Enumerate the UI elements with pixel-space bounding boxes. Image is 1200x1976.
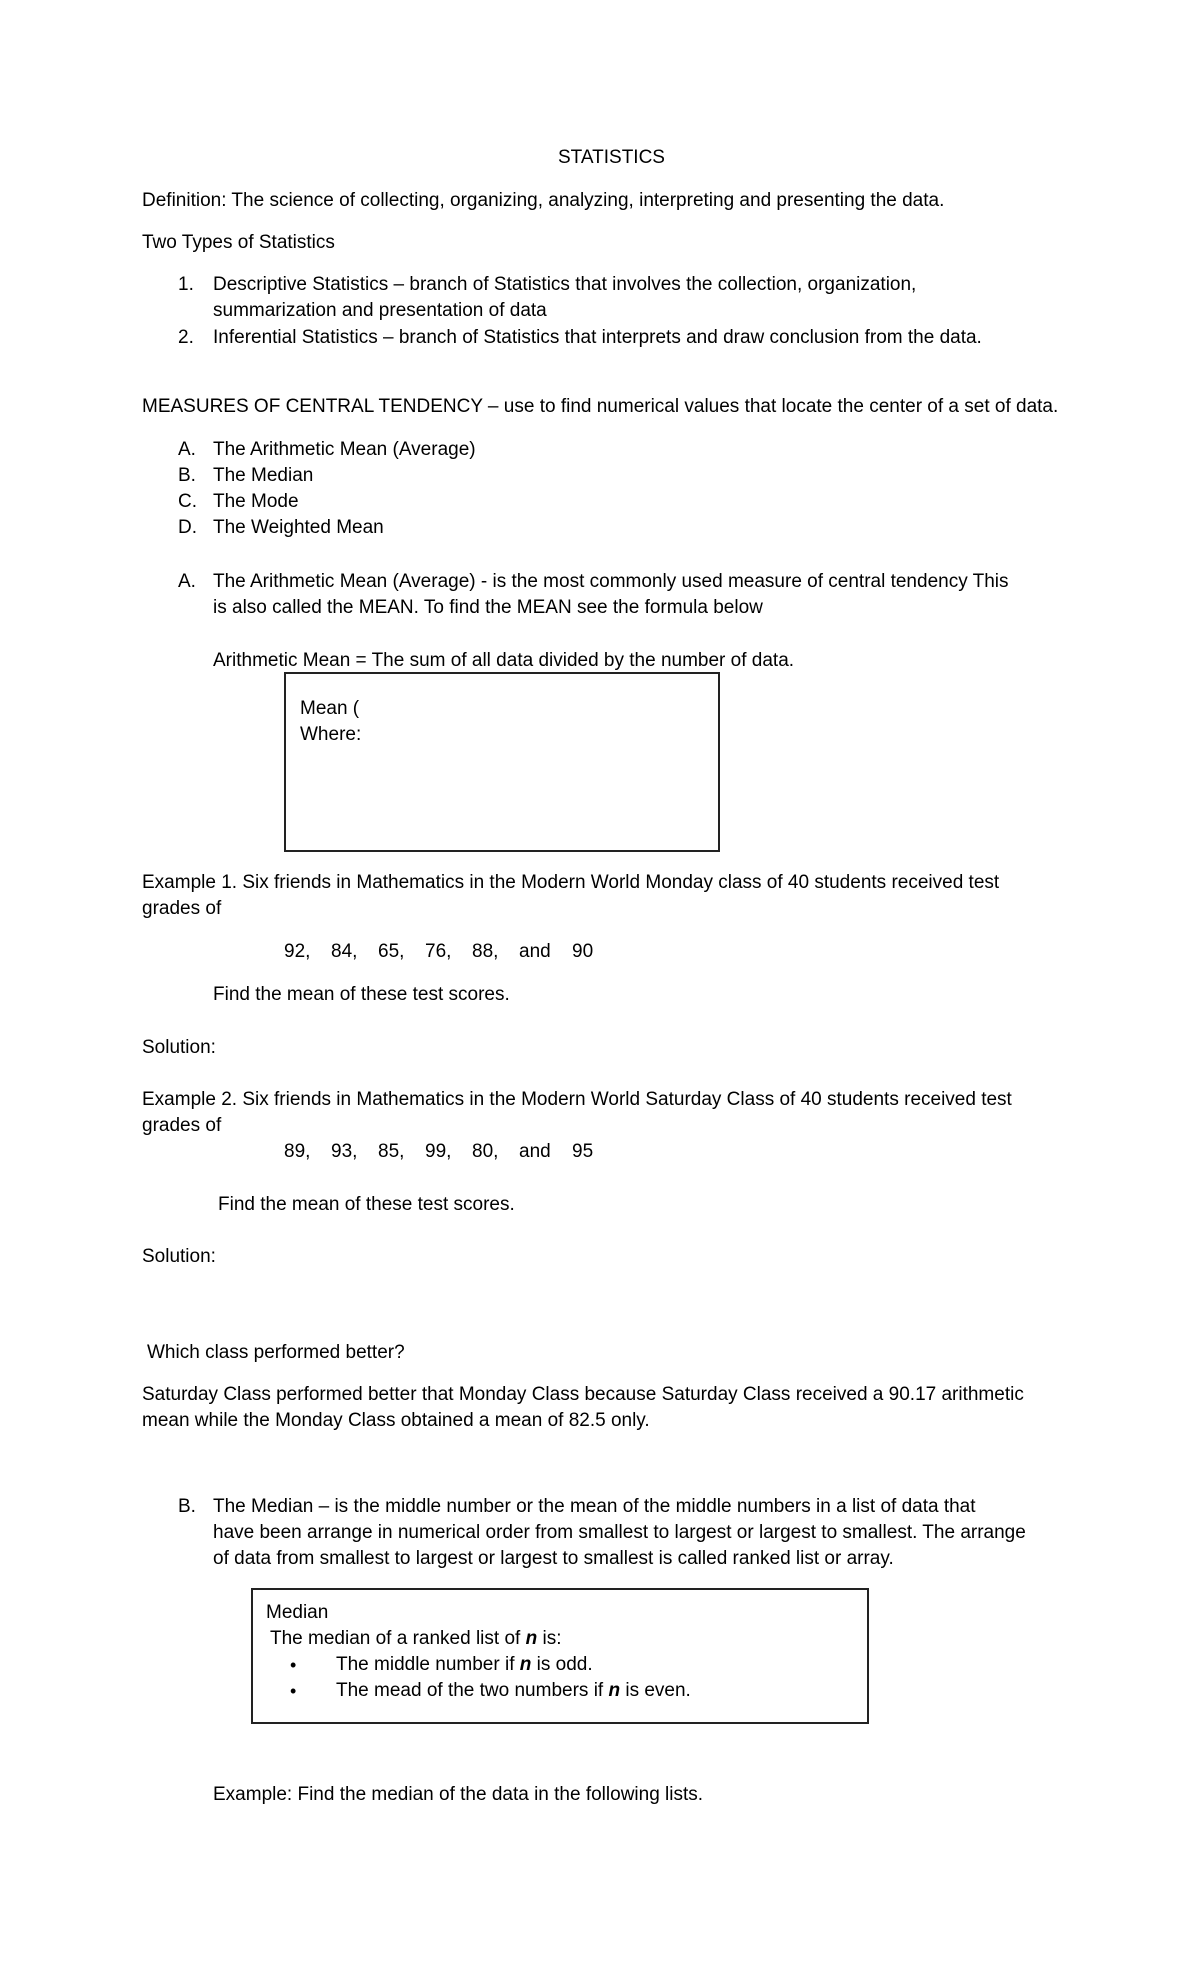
list-marker: A. <box>178 571 196 592</box>
median-rule-even-text: The mead of the two numbers if <box>336 1680 609 1701</box>
list-item-descriptive-cont: summarization and presentation of data <box>213 300 547 321</box>
example2-prompt: Find the mean of these test scores. <box>218 1194 515 1215</box>
example2-solution: Solution: <box>142 1246 216 1267</box>
mean-formula-text: Arithmetic Mean = The sum of all data divided by the number of data. <box>213 650 795 671</box>
median-definition-box <box>251 1588 869 1724</box>
median-rule-odd-text: The middle number if <box>336 1654 520 1675</box>
median-box-title: Median <box>266 1602 329 1623</box>
list-item-descriptive: Descriptive Statistics – branch of Statistics that involves the collection, organization, <box>213 274 917 295</box>
list-item-inferential: Inferential Statistics – branch of Statistics that interprets and draw conclusion from the data. <box>213 327 982 348</box>
mean-description-cont: is also called the MEAN. To find the MEAN see the formula below <box>213 597 763 618</box>
example2-text: Example 2. Six friends in Mathematics in the Modern World Saturday Class of 40 students received test <box>142 1089 1012 1110</box>
score-value: 65, <box>378 941 405 962</box>
score-value: 84, <box>331 941 358 962</box>
score-value: 88, <box>472 941 499 962</box>
variable-n: n <box>519 1654 532 1675</box>
median-box-intro-text: The median of a ranked list of <box>270 1628 526 1649</box>
mct-item-median: The Median <box>213 465 314 486</box>
example1-text-cont: grades of <box>142 898 222 919</box>
score-value: 85, <box>378 1141 405 1162</box>
score-value: 89, <box>284 1141 311 1162</box>
list-marker: A. <box>178 439 196 460</box>
score-and: and <box>519 1141 551 1162</box>
variable-n: n <box>525 1628 538 1649</box>
median-box-intro-end: is: <box>537 1628 562 1649</box>
example1-text: Example 1. Six friends in Mathematics in the Modern World Monday class of 40 students received test <box>142 872 1000 893</box>
median-description-cont2: of data from smallest to largest or largest to smallest is called ranked list or array. <box>213 1548 894 1569</box>
comparison-answer: Saturday Class performed better that Monday Class because Saturday Class received a 90.17 arithmetic <box>142 1384 1024 1405</box>
median-description-cont: have been arrange in numerical order from smallest to largest or largest to smallest. The arrange <box>213 1522 1026 1543</box>
list-marker: 2. <box>178 327 194 348</box>
score-value: 99, <box>425 1141 452 1162</box>
mean-box-label: Mean ( <box>300 698 360 719</box>
median-rule-odd <box>336 1652 593 1678</box>
bullet-icon: • <box>290 1655 297 1675</box>
mct-item-mode: The Mode <box>213 491 299 512</box>
example1-prompt: Find the mean of these test scores. <box>213 984 510 1005</box>
list-marker: C. <box>178 491 197 512</box>
example2-text-cont: grades of <box>142 1115 222 1136</box>
score-value: 92, <box>284 941 311 962</box>
score-value: 80, <box>472 1141 499 1162</box>
mean-formula-box <box>284 672 720 852</box>
score-value: 93, <box>331 1141 358 1162</box>
median-example: Example: Find the median of the data in the following lists. <box>213 1784 704 1805</box>
list-marker: B. <box>178 1496 196 1517</box>
score-value: 76, <box>425 941 452 962</box>
list-marker: B. <box>178 465 196 486</box>
bullet-icon: • <box>290 1681 297 1701</box>
mct-item-mean: The Arithmetic Mean (Average) <box>213 439 476 460</box>
variable-n: n <box>608 1680 621 1701</box>
example1-solution: Solution: <box>142 1037 216 1058</box>
median-rule-even <box>336 1678 691 1704</box>
mean-description: The Arithmetic Mean (Average) - is the most commonly used measure of central tendency This <box>213 571 1009 592</box>
median-rule-even-end: is even. <box>620 1680 691 1701</box>
mct-heading: MEASURES OF CENTRAL TENDENCY – use to find numerical values that locate the center of a set of data. <box>142 396 1059 417</box>
median-description: The Median – is the middle number or the mean of the middle numbers in a list of data that <box>213 1496 976 1517</box>
types-heading: Two Types of Statistics <box>142 232 335 253</box>
page-title: STATISTICS <box>558 147 665 168</box>
list-marker: D. <box>178 517 197 538</box>
comparison-answer-cont: mean while the Monday Class obtained a mean of 82.5 only. <box>142 1410 650 1431</box>
score-value: 90 <box>572 941 594 962</box>
median-box-intro <box>270 1626 561 1652</box>
comparison-question: Which class performed better? <box>147 1342 405 1363</box>
definition-text: Definition: The science of collecting, organizing, analyzing, interpreting and presenting the data. <box>142 190 945 211</box>
mct-item-weighted: The Weighted Mean <box>213 517 384 538</box>
score-and: and <box>519 941 551 962</box>
score-value: 95 <box>572 1141 594 1162</box>
mean-box-where: Where: <box>300 724 362 745</box>
list-marker: 1. <box>178 274 194 295</box>
median-rule-odd-end: is odd. <box>531 1654 593 1675</box>
